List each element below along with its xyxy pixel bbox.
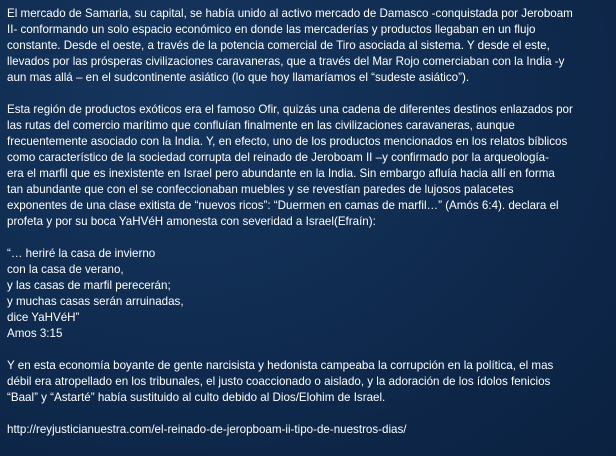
bible-quote [7,246,608,342]
quote-line: con la casa de verano, [7,263,124,276]
text-line: II- conformando un solo espacio económico en donde las mercaderías y productos llegaban en un flujo [7,23,536,36]
paragraph-spacer [7,230,608,246]
text-line: aun mas allá – en el sudcontinente asiático (lo que hoy llamaríamos el “sudeste asiático”). [7,71,470,84]
paragraph-corruption [7,358,608,406]
paragraph-spacer [7,342,608,358]
text-line: El mercado de Samaria, su capital, se había unido al activo mercado de Damasco -conquistada por Jeroboam [7,7,573,20]
text-line: débil era atropellado en los tribunales, el justo coaccionado o aislado, y la adoración de los ídolos fenicios [7,375,551,388]
quote-line: y muchas casas serán arruinadas, [7,295,184,308]
quote-line: y las casas de marfil perecerán; [7,279,171,292]
text-line: “Baal” y “Astarté” había sustituido al culto debido al Dios/Elohim de Israel. [7,391,386,404]
quote-line: “… heriré la casa de invierno [7,247,156,260]
text-line: las rutas del comercio marítimo que confluían finalmente en las civilizaciones caravaneras, aunque [7,119,515,132]
quote-line: dice YaHVéH” [7,311,80,324]
text-line: Esta región de productos exóticos era el famoso Ofir, quizás una cadena de diferentes destinos enlazados por [7,103,573,116]
paragraph-spacer [7,406,608,422]
source-url: http://reyjusticianuestra.com/el-reinado-de-jeropboam-ii-tipo-de-nuestros-dias/ [7,423,407,436]
quote-reference: Amos 3:15 [7,327,63,340]
text-line: como característico de la sociedad corrupta del reinado de Jeroboam II –y confirmado por la arqueología- [7,151,549,164]
paragraph-ofir [7,102,608,230]
text-line: profeta y por su boca YaHVéH amonesta con severidad a Israel(Efraín): [7,215,376,228]
text-line: tan abundante que con el se confeccionaban muebles y se revestían paredes de lujosos palacetes [7,183,514,196]
paragraph-spacer [7,86,608,102]
text-line: constante. Desde el oeste, a través de la potencia comercial de Tiro asociada al sistema. Y desde el este, [7,39,550,52]
text-line: exponentes de una clase exitista de “nuevos ricos”: “Duermen en camas de marfil…” (Amós 6:4). declara el [7,199,559,212]
text-line: Y en esta economía boyante de gente narcisista y hedonista campeaba la corrupción en la política, el mas [7,359,554,372]
text-line: frecuentemente asociado con la India. Y, en efecto, uno de los productos mencionados en los relatos bíblicos [7,135,568,148]
text-line: era el marfil que es inexistente en Israel pero abundante en la India. Sin embargo afluía hacia allí en forma [7,167,555,180]
source-url-block [7,422,608,438]
paragraph-trade-samaria [7,6,608,86]
text-line: llevados por las prósperas civilizaciones caravaneras, que a través del Mar Rojo comerciaban con la India -y [7,55,565,68]
